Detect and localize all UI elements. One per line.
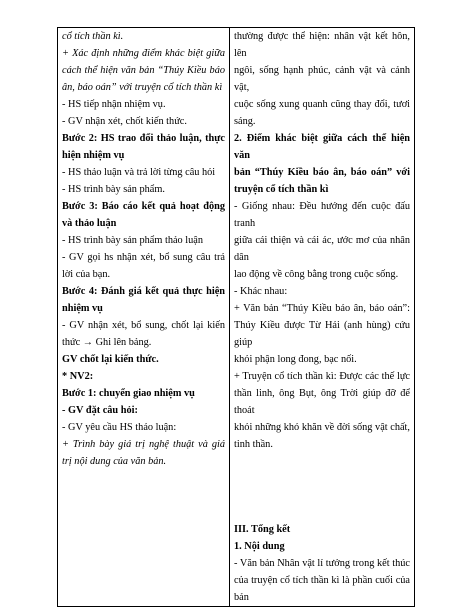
left-line: - GV đặt câu hỏi: — [62, 405, 138, 416]
left-line: - HS tiếp nhận nhiệm vụ. — [62, 99, 166, 110]
lesson-table — [57, 27, 415, 607]
left-line: - GV nhận xét, chốt kiến thức. — [62, 116, 187, 127]
right-line: - Giống nhau: Đều hướng đến cuộc đấu tranh — [234, 201, 410, 229]
content-column — [230, 28, 415, 607]
left-line: + Xác định những điểm khác biệt giữa — [62, 48, 225, 59]
left-line: nhiệm vụ — [62, 303, 103, 314]
right-line: sáng. — [234, 116, 256, 127]
right-line: thần linh, ông Bụt, ông Trời giúp đỡ để thoát — [234, 388, 410, 416]
blank-line — [234, 487, 410, 504]
right-line: ngôi, sống hạnh phúc, cảnh vật và cảnh vật, — [234, 65, 410, 93]
activity-column — [58, 28, 230, 607]
right-line: - Khác nhau: — [234, 286, 288, 297]
blank-line — [234, 470, 410, 487]
left-line: hiện nhiệm vụ — [62, 150, 125, 161]
left-line: cách thể hiện văn bản “Thúy Kiều báo — [62, 65, 225, 76]
left-line: - GV yêu cầu HS thảo luận: — [62, 422, 177, 433]
right-line: thường được thể hiện: nhân vật kết hôn, lên — [234, 31, 410, 59]
right-line: giữa cái thiện và cái ác, ước mơ của nhân dân — [234, 235, 410, 263]
blank-line — [234, 453, 410, 470]
right-line: 2. Điểm khác biệt giữa cách thể hiện văn — [234, 133, 410, 161]
left-line: thức → Ghi lên bảng. — [62, 337, 152, 348]
left-line: Bước 2: HS trao đổi thảo luận, thực — [62, 133, 225, 144]
right-line: của truyện cổ tích thần kì là phần cuối của bản — [234, 575, 410, 603]
left-line: Bước 4: Đánh giá kết quả thực hiện — [62, 286, 225, 297]
left-line: * NV2: — [62, 371, 94, 382]
right-line: tinh thần. — [234, 439, 273, 450]
left-line: cổ tích thần kì. — [62, 31, 124, 42]
left-line: và thảo luận — [62, 218, 117, 229]
left-line: ân, báo oán” với truyện cổ tích thần kì — [62, 82, 223, 93]
left-line: lời của bạn. — [62, 269, 111, 280]
left-line: - HS thảo luận và trả lời từng câu hỏi — [62, 167, 216, 178]
left-line: - GV gọi hs nhận xét, bổ sung câu trả — [62, 252, 225, 263]
left-line: - HS trình bày sản phẩm. — [62, 184, 165, 195]
subsection-heading: 1. Nội dung — [234, 541, 285, 552]
right-line: Thúy Kiều được Từ Hải (anh hùng) cứu giúp — [234, 320, 410, 348]
right-line: + Truyện cổ tích thần kì: Được các thế lực — [234, 371, 410, 382]
left-line: trị nội dung của văn bản. — [62, 456, 167, 467]
left-line: + Trình bày giá trị nghệ thuật và giá — [62, 439, 225, 450]
right-line: cuộc sống xung quanh cũng thay đổi, tươi — [234, 99, 410, 110]
right-line: lao động về công bằng trong cuộc sống. — [234, 269, 399, 280]
right-line: khỏi phận long đong, bạc nối. — [234, 354, 357, 365]
left-line: Bước 1: chuyển giao nhiệm vụ — [62, 388, 195, 399]
left-line: - HS trình bày sản phẩm thảo luận — [62, 235, 203, 246]
table-row — [58, 28, 415, 607]
left-line: Bước 3: Báo cáo kết quả hoạt động — [62, 201, 225, 212]
left-line: - GV nhận xét, bổ sung, chốt lại kiến — [62, 320, 225, 331]
right-line: truyện cổ tích thần kì — [234, 184, 329, 195]
right-line: - Văn bản Nhân vật lí tưởng trong kết thúc — [234, 558, 410, 569]
right-line: + Văn bản “Thúy Kiều báo ân, báo oán”: — [234, 303, 410, 314]
section-heading: III. Tổng kết — [234, 524, 291, 535]
blank-line — [234, 504, 410, 521]
right-line: bản “Thúy Kiều báo ân, báo oán” với — [234, 167, 410, 178]
left-line: GV chốt lại kiến thức. — [62, 354, 159, 365]
right-line: khỏi những khó khăn về đời sống vật chất, — [234, 422, 410, 433]
